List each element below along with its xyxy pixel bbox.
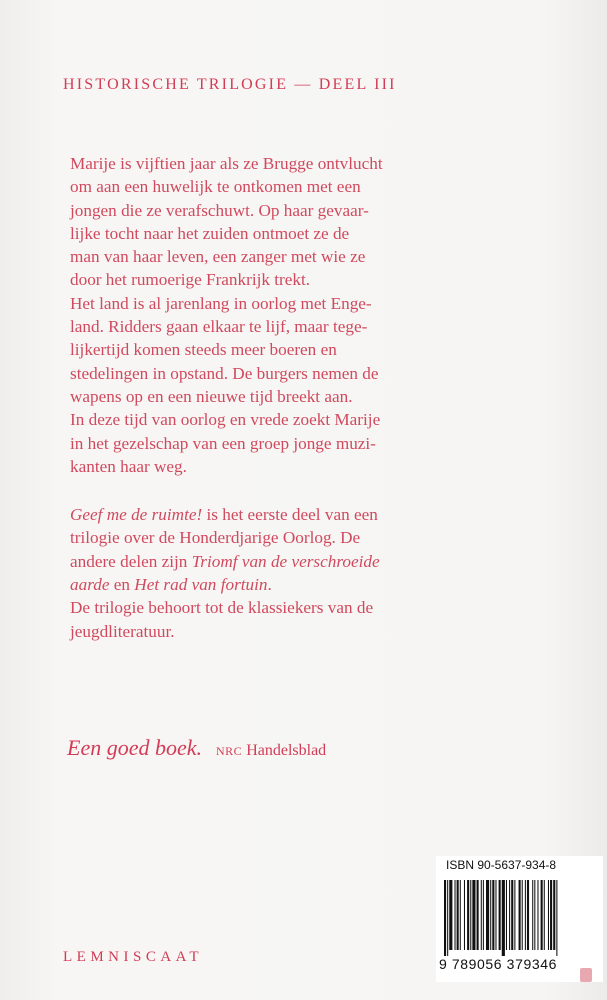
blurb-paragraph-1: [70, 152, 570, 478]
barcode-bar: [527, 880, 529, 950]
barcode-label: [436, 856, 603, 982]
barcode-bar: [553, 880, 555, 950]
barcode-bar: [506, 880, 507, 950]
blurb-line: aarde en Het rad van fortuin.: [70, 575, 272, 595]
barcode-bar: [444, 880, 446, 956]
book-title: Het rad van fortuin: [134, 575, 268, 595]
barcode-bar: [511, 880, 513, 950]
barcode-bar: [447, 880, 448, 956]
barcode-bar: [470, 880, 471, 950]
barcode-bar: [519, 880, 521, 950]
barcode-bar: [492, 880, 494, 950]
blurb-line: In deze tijd van oorlog en vrede zoekt Marije: [70, 410, 381, 430]
blurb-line: stedelingen in opstand. De burgers nemen de: [70, 363, 379, 383]
book-title: Geef me de ruimte!: [70, 505, 203, 525]
blurb-line: Marije is vijftien jaar als ze Brugge ontvlucht: [70, 154, 383, 173]
barcode-bar: [472, 880, 475, 950]
barcode-bar: [499, 880, 501, 950]
review-quote: [67, 735, 326, 761]
publisher-name: LEMNISCAAT: [63, 949, 204, 965]
price-sticker-fragment: [580, 968, 592, 982]
barcode-bar: [464, 880, 465, 950]
blurb-line: land. Ridders gaan elkaar te lijf, maar tege-: [70, 317, 368, 337]
barcode-bar: [455, 880, 456, 950]
barcode-bar: [532, 880, 533, 950]
barcode-bar: [544, 880, 545, 950]
barcode-bar: [537, 880, 538, 950]
barcode-bar: [483, 880, 484, 950]
barcode-bar: [548, 880, 549, 950]
barcode-bar: [541, 880, 543, 950]
barcode-bar: [495, 880, 496, 950]
quote-source: NRC Handelsblad: [216, 742, 327, 759]
barcode-bar: [534, 880, 535, 950]
blurb-line: om aan een huwelijk te ontkomen met een: [70, 177, 361, 197]
barcode-bar: [525, 880, 526, 950]
blurb-line: trilogie over de Honderdjarige Oorlog. De: [70, 528, 361, 548]
blurb-line: in het gezelschap van een groep jonge muzi-: [70, 433, 376, 453]
blurb-line: lijkertijd komen steeds meer boeren en: [70, 340, 337, 360]
isbn-number: ISBN 90-5637-934-8: [446, 858, 557, 872]
blurb-line: door het rumoerige Frankrijk trekt.: [70, 270, 311, 290]
barcode-bar: [502, 880, 505, 956]
barcode-icon: [444, 880, 596, 956]
barcode-bar: [467, 880, 469, 950]
blurb-line: jeugdliteratuur.: [70, 621, 175, 641]
blurb-line: andere delen zijn Triomf van de verschroeide: [70, 551, 380, 571]
ean-number: 9 789056 379346: [439, 956, 557, 972]
barcode-bar: [486, 880, 489, 950]
barcode-bar: [556, 880, 557, 956]
blurb-paragraph-2: [70, 503, 570, 643]
quote-text: Een goed boek.: [67, 735, 202, 760]
barcode-bar: [550, 880, 552, 950]
blurb-line: wapens op en een nieuwe tijd breekt aan.: [70, 386, 353, 406]
barcode-bar: [460, 880, 461, 950]
blurb-line: kanten haar weg.: [70, 456, 187, 476]
blurb-line: Het land is al jarenlang in oorlog met Enge-: [70, 293, 372, 313]
barcode-bar: [481, 880, 482, 950]
barcode-bar: [509, 880, 510, 950]
blurb-line: jongen die ze verafschuwt. Op haar gevaar-: [70, 200, 369, 220]
barcode-bar: [490, 880, 491, 950]
series-title: HISTORISCHE TRILOGIE — DEEL III: [63, 76, 397, 93]
blurb-line: Geef me de ruimte! is het eerste deel van een: [70, 505, 378, 525]
book-title: aarde: [70, 575, 110, 595]
barcode-bar: [457, 880, 459, 950]
book-title: Triomf van de verschroeide: [191, 551, 380, 571]
barcode-bar: [449, 880, 452, 950]
barcode-bar: [514, 880, 515, 950]
blurb-line: De trilogie behoort tot de klassiekers van de: [70, 598, 374, 618]
blurb-line: lijke tocht naar het zuiden ontmoet ze de: [70, 223, 350, 243]
blurb-line: man van haar leven, een zanger met wie ze: [70, 247, 366, 267]
blurb-text: [70, 152, 570, 643]
barcode-bar: [522, 880, 523, 950]
barcode-bar: [477, 880, 479, 950]
